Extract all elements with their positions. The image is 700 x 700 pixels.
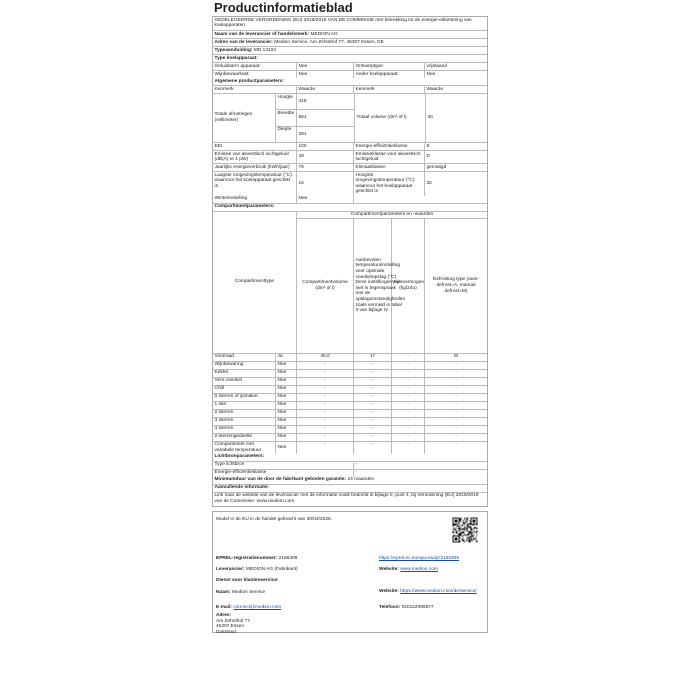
- general-row: [213, 143, 487, 151]
- compartment-volume: -: [297, 362, 354, 369]
- dim-value: 391: [298, 131, 307, 137]
- warranty-value: 24 maanden: [347, 477, 375, 483]
- compartment-defrost: M: [454, 354, 458, 360]
- model-value: MD 13102: [253, 47, 277, 53]
- light-row: [213, 470, 487, 477]
- type-key: Geluidsarm apparaat:: [213, 63, 297, 70]
- extra-link: www.medion.com: [256, 498, 295, 504]
- compartment-row: [213, 394, 487, 402]
- compartment-volume: -: [297, 370, 354, 377]
- compartment-row: [213, 362, 487, 370]
- compartment-row: [213, 418, 487, 426]
- compartment-defrost: -: [455, 442, 457, 448]
- col-waarde: Waarde: [297, 86, 354, 93]
- type-row: [213, 63, 487, 71]
- compartment-defrost: -: [455, 378, 457, 384]
- general-row: [213, 172, 487, 195]
- col-compartment-type: Compartimenttype: [213, 212, 297, 353]
- extra-text: Link naar de website van de leverancier met de informatie zoals bedoeld in bijlage II, punt 4, bij Verordening (EU) 2019/2019 van de Commissie:: [214, 493, 479, 504]
- compartment-volume: -: [297, 378, 354, 385]
- compartment-row: [213, 434, 487, 442]
- compartment-present: Nee: [276, 378, 297, 385]
- main-table: [212, 16, 488, 507]
- service-name: Medion Service: [232, 589, 266, 595]
- address-label: Adres:: [216, 612, 232, 618]
- compartment-row: [213, 402, 487, 410]
- service-header: Dienst voor klantenservice:: [216, 577, 279, 583]
- compartment-present: Nee: [276, 394, 297, 401]
- page-title: Productinformatieblad: [214, 0, 353, 15]
- supplier2-label: Leverancier:: [216, 566, 245, 572]
- light-header: Lichtbronparameters:: [214, 454, 265, 460]
- compartment-volume: -: [297, 426, 354, 433]
- supplier-address-label: Adres van de leverancier:: [214, 39, 273, 45]
- compartment-temp: -: [354, 378, 392, 385]
- dims-label: Totale afmetingen (millimeter): [213, 94, 276, 142]
- dim-value: 416: [298, 98, 307, 104]
- compartment-present: Nee: [276, 434, 297, 441]
- compartment-name: 3 sterren: [213, 418, 276, 425]
- general-value-2: E: [426, 143, 430, 149]
- compartment-freeze: -: [392, 442, 425, 454]
- compartment-freeze: -: [392, 410, 425, 417]
- address-line-1: Am Zehnthof 77: [216, 618, 251, 624]
- compartment-defrost: -: [455, 370, 457, 376]
- col-temperature: Aanbevolen temperatuurinstelling voor optimale voedselopslag (°C) Deze instellingen zijn niet in tegenspraak met de opslagomstandigheden zoals vermeld in tabel 3 van bijlage IV: [354, 219, 392, 352]
- compartment-name: 2-sterrengedeelte: [213, 434, 276, 441]
- general-key: Laagste omgevingstemperatuur (°C) waarvoor het koelapparaat geschikt is: [213, 172, 297, 195]
- compartment-defrost: -: [455, 362, 457, 368]
- light-value: -: [355, 470, 358, 476]
- extra-header: Aanvullende informatie:: [214, 485, 270, 491]
- compartment-group-header: Compartimentparameters en -waarden: [297, 212, 487, 220]
- compartment-name: 2 sterren: [213, 410, 276, 417]
- phone-value: 020122099577: [401, 604, 434, 610]
- compartment-header: Compartimentparameters:: [214, 204, 275, 210]
- service-name-label: Naam:: [216, 589, 231, 595]
- phone-label: Telefoon:: [379, 604, 401, 610]
- general-value: 49: [297, 151, 354, 163]
- type-key: Wijnbewaarkast:: [213, 71, 297, 78]
- total-volume-label: Totaal volume (dm³ of l): [355, 94, 426, 142]
- compartment-row: [213, 410, 487, 418]
- light-key: Energie-efficiëntieklasse: [213, 470, 354, 477]
- compartment-freeze: -: [392, 402, 425, 409]
- compartment-temp: -: [354, 426, 392, 433]
- compartment-volume: -: [297, 442, 354, 454]
- general-key: Emissie van akoestisch luchtgeluid (dB(A) re 1 pW): [213, 151, 297, 163]
- type-value-2: vrijstaand: [426, 63, 448, 69]
- address-line-3: Duitsland: [216, 630, 236, 636]
- eprel-label: EPREL-registratienummer:: [216, 555, 278, 561]
- compartment-freeze: -: [392, 394, 425, 401]
- bottom-info-box: [212, 511, 488, 636]
- compartment-volume: -: [297, 410, 354, 417]
- compartment-freeze: -: [392, 362, 425, 369]
- col-freeze: Vriesvermogen (kg/24u): [392, 219, 425, 352]
- compartment-freeze: -: [392, 434, 425, 441]
- dim-key: Diepte: [276, 127, 297, 142]
- compartment-row: [213, 378, 487, 386]
- type-value-2: Nee: [426, 71, 436, 77]
- col-defrost: Defrosting type (auto-defrost=A, manual defrost=M): [432, 277, 480, 294]
- compartment-defrost: -: [455, 386, 457, 392]
- compartment-present: Nee: [276, 418, 297, 425]
- compartment-present: Nee: [276, 370, 297, 377]
- supplier-name-label: Naam van de leverancier of handelsmerk:: [214, 31, 310, 37]
- model-label: Typeaanduiding:: [214, 47, 253, 53]
- compartment-freeze: -: [392, 426, 425, 433]
- compartment-defrost: -: [455, 402, 457, 408]
- total-volume-value: 40: [427, 115, 433, 121]
- compartment-name: Chill: [213, 386, 276, 393]
- general-row: [213, 164, 487, 172]
- type-value: Nee: [297, 71, 354, 78]
- qr-code: [449, 514, 481, 546]
- winter-label: Winterinstelling: [213, 196, 297, 203]
- compartment-row: [213, 442, 487, 454]
- light-row: [213, 462, 487, 470]
- compartment-temp: -: [354, 434, 392, 441]
- col-waarde-2: Waarde: [426, 86, 444, 92]
- compartment-defrost: -: [455, 410, 457, 416]
- compartment-freeze: -: [392, 386, 425, 393]
- market-text: Model in de EU in de handel gebracht van 30/04/2025.: [216, 516, 333, 522]
- compartment-present: Nee: [276, 426, 297, 433]
- compartment-temp: -: [354, 394, 392, 401]
- general-key-2: Emissieklasse voor akoestisch luchtgeluid: [354, 151, 425, 163]
- compartment-name: Voorraad: [213, 354, 276, 361]
- address-line-2: 45307 Essen: [216, 624, 245, 630]
- warranty-label: Minimumduur van de door de fabrikant geboden garantie:: [214, 477, 347, 483]
- compartment-freeze: -: [392, 354, 425, 361]
- general-value-2: 32: [426, 181, 432, 187]
- compartment-defrost: -: [455, 394, 457, 400]
- type-header: Type koelapparaat:: [214, 55, 258, 61]
- compartment-row: [213, 426, 487, 434]
- dim-key: Breedte: [276, 110, 297, 125]
- compartment-row: [213, 386, 487, 394]
- compartment-volume: 40,0: [297, 354, 354, 361]
- general-key: EEI: [213, 143, 297, 150]
- col-kenmerk-2: Kenmerk: [354, 86, 425, 93]
- website2-link[interactable]: https://www.medion.com/de/service/: [400, 588, 477, 594]
- general-key-2: Energie-efficiëntieklasse: [354, 143, 425, 150]
- compartment-temp: -: [354, 370, 392, 377]
- compartment-volume: -: [297, 418, 354, 425]
- type-key-2: Ontwerptype:: [354, 63, 425, 70]
- compartment-volume: -: [297, 402, 354, 409]
- general-value-2: D: [426, 154, 430, 160]
- compartment-freeze: -: [392, 418, 425, 425]
- general-key: Jaarlijks energieverbruik (kWh/jaar): [213, 164, 297, 171]
- general-row: [213, 151, 487, 164]
- compartment-present: Nee: [276, 402, 297, 409]
- compartment-temp: -: [354, 362, 392, 369]
- dim-value: 561: [298, 115, 307, 121]
- email-link[interactable]: connect@medion.com: [233, 604, 282, 610]
- compartment-present: Nee: [276, 442, 297, 454]
- compartment-present: Nee: [276, 410, 297, 417]
- compartment-name: Wijnbewaring: [213, 362, 276, 369]
- compartment-name: Compartiment met variabele temperatuur: [213, 442, 276, 454]
- compartment-name: 0 sterren of ijsmaker: [213, 394, 276, 401]
- compartment-temp: -: [354, 410, 392, 417]
- compartment-row: [213, 370, 487, 378]
- col-kenmerk: Kenmerk: [213, 86, 297, 93]
- compartment-volume: -: [297, 386, 354, 393]
- compartment-name: 4 sterren: [213, 426, 276, 433]
- compartment-defrost: -: [455, 426, 457, 432]
- compartment-name: Vers voedsel: [213, 378, 276, 385]
- product-information-sheet: [212, 0, 488, 636]
- website-link[interactable]: www.medion.com: [400, 566, 438, 572]
- supplier-address: Medion Service, Am Zehnthof 77, 45307 Essen, DE: [274, 39, 384, 45]
- compartment-temp: 17: [354, 354, 392, 361]
- compartment-temp: -: [354, 418, 392, 425]
- compartment-temp: -: [354, 386, 392, 393]
- compartment-volume: -: [297, 394, 354, 401]
- general-key-2: Klimaatklasse:: [354, 164, 425, 171]
- compartment-name: 1 ster: [213, 402, 276, 409]
- eprel-link[interactable]: https://eprel.ec.europa.eu/qr/2166309: [379, 555, 460, 561]
- compartment-freeze: -: [392, 378, 425, 385]
- general-value-2: gematigd: [426, 164, 447, 170]
- eprel-value: 2166309: [278, 555, 298, 561]
- compartment-present: Nee: [276, 386, 297, 393]
- general-value: 76: [297, 164, 354, 171]
- compartment-freeze: -: [392, 370, 425, 377]
- compartment-temp: -: [354, 442, 392, 454]
- light-value: -: [355, 462, 358, 468]
- col-volume: Compartimentvolume (dm³ of l): [297, 219, 354, 352]
- type-row: [213, 71, 487, 78]
- regulation-text: GEDELEGEERDE VERORDENING (EU) 2019/2016 VAN DE COMMISSIE met betrekking tot de energie-etikettering van koelapparaten: [214, 17, 472, 29]
- supplier2-value: MEDION AG (Fabrikant): [245, 566, 298, 572]
- general-value: 100: [297, 143, 354, 150]
- compartment-row: [213, 354, 487, 362]
- compartment-name: Kelder: [213, 370, 276, 377]
- supplier-name: MEDION AG: [310, 31, 338, 37]
- email-label: E-mail:: [216, 604, 232, 610]
- compartment-present: Nee: [276, 362, 297, 369]
- general-value: 16: [297, 172, 354, 195]
- light-key: Type lichtbron: [213, 462, 354, 469]
- type-value: Nee: [297, 63, 354, 70]
- compartment-present: Ja: [276, 354, 297, 361]
- winter-value: Nee: [297, 196, 354, 203]
- general-key-2: Hoogste omgevingstemperatuur (°C) waarvoor het koelapparaat geschikt is: [354, 172, 425, 195]
- compartment-volume: -: [297, 434, 354, 441]
- website-label: Website:: [379, 566, 399, 572]
- dim-key: Hoogte: [276, 94, 297, 109]
- website2-label: Website:: [379, 588, 399, 594]
- compartment-defrost: -: [455, 434, 457, 440]
- compartment-defrost: -: [455, 418, 457, 424]
- compartment-temp: -: [354, 402, 392, 409]
- general-header: Algemene productparameters:: [214, 78, 285, 84]
- type-key-2: Ander koelapparaat:: [354, 71, 425, 78]
